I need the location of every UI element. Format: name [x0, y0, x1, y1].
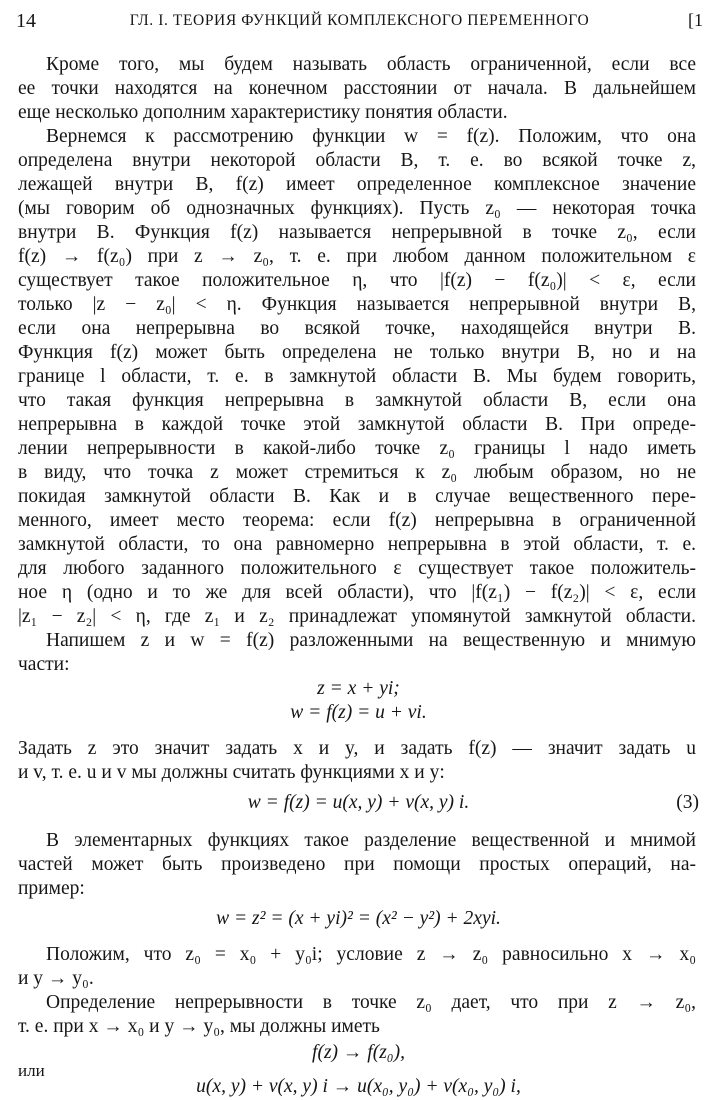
text-line: если она непрерывна во всякой точке, находящейся внутри B. — [18, 318, 696, 339]
text-line: только |z − z₀| < η. Функция называется непрерывной внутри B, — [18, 294, 696, 315]
text-line: внутри B. Функция f(z) называется непрерывной в точке z₀, если — [18, 222, 696, 243]
text-line: т. е. при x → x₀ и y → y₀, мы должны иметь — [18, 1016, 380, 1037]
running-title: ГЛ. I. ТЕОРИЯ ФУНКЦИЙ КОМПЛЕКСНОГО ПЕРЕМЕННОГО — [129, 12, 590, 29]
text-line: (мы говорим об однозначных функциях). Пусть z₀ — некоторая точка — [18, 198, 696, 219]
text-line: существует такое положительное η, что |f(z) − f(z₀)| < ε, если — [18, 270, 696, 291]
text-line: Вернемся к рассмотрению функции w = f(z). Положим, что она — [46, 126, 696, 147]
text-line: в виду, что точка z может стремиться к z₀ любым образом, но не — [18, 462, 696, 483]
text-line: ное η (одно и то же для всей области), что |f(z₁) − f(z₂)| < ε, если — [18, 582, 696, 603]
text-line: для любого заданного положительного ε существует такое положитель- — [18, 558, 696, 579]
text-line: определена внутри некоторой области B, т. е. во всякой точке z, — [18, 150, 696, 171]
formula: u(x, y) + v(x, y) i → u(x₀, y₀) + v(x₀, y₀) i, — [196, 1076, 521, 1097]
text-line: Определение непрерывности в точке z₀ дает, что при z → z₀, — [46, 992, 696, 1013]
text-line: ее точки находятся на конечном расстоянии от начала. В дальнейшем — [18, 78, 696, 99]
text-line: лении непрерывности в какой-либо точке z₀ границы l надо иметь — [18, 438, 696, 459]
text-line: лежащей внутри B, f(z) имеет определенное комплексное значение — [18, 174, 696, 195]
text-line: и y → y₀. — [18, 968, 94, 989]
text-line: еще несколько дополним характеристику понятия области. — [18, 102, 508, 123]
formula: z = x + yi; — [317, 678, 400, 699]
formula: w = f(z) = u(x, y) + v(x, y) i. — [247, 792, 470, 813]
text-line: Кроме того, мы будем называть область ограниченной, если все — [46, 54, 696, 75]
text-line: пример: — [18, 878, 85, 899]
page-number: 14 — [16, 10, 36, 32]
formula: w = z² = (x + yi)² = (x² − y²) + 2xyi. — [216, 908, 501, 929]
formula: w = f(z) = u + vi. — [290, 702, 427, 723]
text-line: что такая функция непрерывна в замкнутой области B, если она — [18, 390, 696, 411]
text-line: замкнутой области, то она равномерно непрерывна в этой области, т. е. — [18, 534, 696, 555]
text-line: f(z) → f(z₀) при z → z₀, т. е. при любом данном положительном ε — [18, 246, 696, 267]
formula: f(z) → f(z₀), — [312, 1042, 405, 1063]
text-line: |z₁ − z₂| < η, где z₁ и z₂ принадлежат упомянутой замкнутой области. — [18, 606, 696, 627]
text-line: Положим, что z₀ = x₀ + y₀i; условие z → z₀ равносильно x → x₀ — [46, 944, 696, 965]
equation-number: (3) — [676, 792, 699, 813]
text-line: или — [18, 1061, 45, 1080]
text-line: частей может быть произведено при помощи простых операций, на- — [18, 854, 696, 875]
text-line: Функция f(z) может быть определена не только внутри B, но и на — [18, 342, 696, 363]
text-line: границе l области, т. е. в замкнутой области B. Мы будем говорить, — [18, 366, 696, 387]
page-header — [16, 10, 703, 36]
text-line: Напишем z и w = f(z) разложенными на вещественную и мнимую — [46, 630, 696, 651]
text-line: В элементарных функциях такое разделение вещественной и мнимой — [46, 830, 696, 851]
text-line: и v, т. е. u и v мы должны считать функциями x и y: — [18, 762, 445, 783]
text-line: менного, имеет место теорема: если f(z) непрерывна в ограниченной — [18, 510, 696, 531]
text-line: непрерывна в каждой точке этой замкнутой области B. При опреде- — [18, 414, 696, 435]
text-line: Задать z это значит задать x и y, и задать f(z) — значит задать u — [18, 738, 696, 759]
text-line: покидая замкнутой области B. Как и в случае вещественного пере- — [18, 486, 696, 507]
section-mark: [1 — [688, 10, 703, 30]
text-line: части: — [18, 654, 70, 675]
